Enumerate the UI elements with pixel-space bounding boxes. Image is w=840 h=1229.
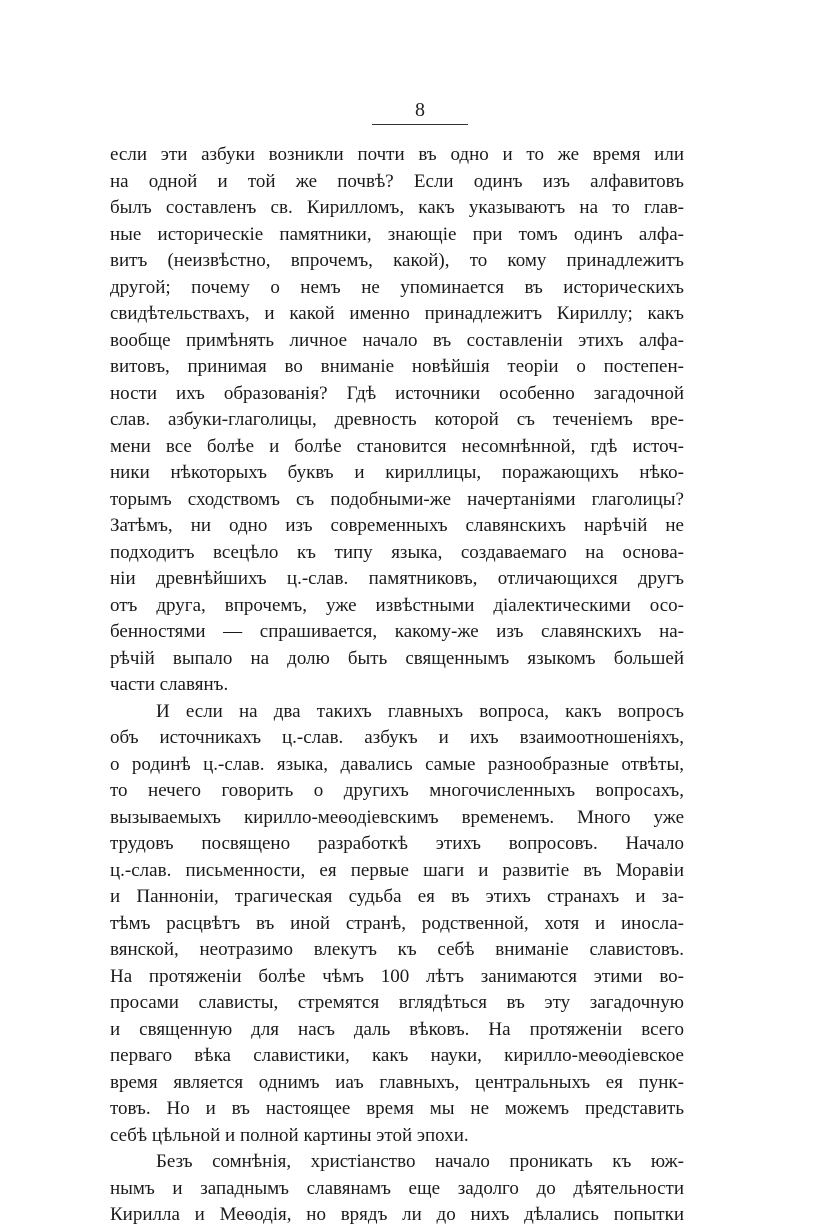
- paragraph-1: [110, 142, 684, 699]
- text-line: подходитъ всецѣло къ типу языка, создаваемаго на основа-: [110, 541, 684, 563]
- page-header: [0, 100, 840, 125]
- text-line: мени все болѣе и болѣе становится несомнѣнной, гдѣ источ-: [110, 435, 684, 457]
- text-line: слав. азбуки-глаголицы, древность которой съ теченіемъ вре-: [110, 409, 684, 430]
- text-line: перваго вѣка славистики, какъ науки, кирилло-меѳодіевское: [110, 1045, 684, 1066]
- text-line: отъ друга, впрочемъ, уже извѣстными діалектическими осо-: [110, 594, 684, 616]
- text-line: себѣ цѣльной и полной картины этой эпохи.: [110, 1124, 469, 1146]
- page-number: 8: [415, 99, 425, 121]
- text-line: свидѣтельствахъ, и какой именно принадлежитъ Кириллу; какъ: [110, 303, 684, 324]
- text-line: бенностями — спрашивается, какому-же изъ славянскихъ на-: [110, 621, 684, 642]
- text-line: ности ихъ образованія? Гдѣ источники особенно загадочной: [110, 382, 684, 404]
- text-line: товъ. Но и въ настоящее время мы не можемъ представить: [110, 1098, 684, 1119]
- text-line: былъ составленъ св. Кирилломъ, какъ указываютъ на то глав-: [110, 197, 684, 218]
- text-line: и Панноніи, трагическая судьба ея въ этихъ странахъ и за-: [110, 886, 684, 907]
- text-line: трудовъ посвящено разработкѣ этихъ вопросовъ. Начало: [110, 833, 684, 854]
- text-line: ніи древнѣйшихъ ц.-слав. памятниковъ, отличающихся другъ: [110, 568, 684, 589]
- text-line: рѣчій выпало на долю быть священнымъ языкомъ большей: [110, 647, 684, 669]
- header-rule: [372, 124, 468, 125]
- text-line: витъ (неизвѣстно, впрочемъ, какой), то кому принадлежитъ: [110, 250, 684, 271]
- text-line: вызываемыхъ кирилло-меѳодіевскимъ временемъ. Много уже: [110, 806, 684, 828]
- text-line: витовъ, принимая во вниманіе новѣйшія теоріи о постепен-: [110, 356, 684, 377]
- text-line: вянской, неотразимо влекутъ къ себѣ вниманіе славистовъ.: [110, 939, 684, 960]
- text-line: На протяженіи болѣе чѣмъ 100 лѣтъ занимаются этими во-: [110, 965, 684, 987]
- text-line: тѣмъ расцвѣтъ въ иной странѣ, родственной, хотя и иносла-: [110, 912, 684, 934]
- text-line: торымъ сходствомъ съ подобными-же начертаніями глаголицы?: [110, 488, 684, 510]
- text-line: нымъ и западнымъ славянамъ еще задолго до дѣятельности: [110, 1177, 684, 1199]
- text-line: части славянъ.: [110, 674, 229, 695]
- text-line: ные историческіе памятники, знающіе при томъ одинъ алфа-: [110, 223, 684, 245]
- paragraph-2: [110, 699, 684, 1150]
- text-line: время является однимъ иаъ главныхъ, центральныхъ ея пунк-: [110, 1071, 684, 1093]
- text-line: и священную для насъ даль вѣковъ. На протяженіи всего: [110, 1018, 684, 1040]
- text-line: о родинѣ ц.-слав. языка, давались самые разнообразные отвѣты,: [110, 753, 684, 775]
- text-line: просами слависты, стремятся вглядѣться въ эту загадочную: [110, 992, 684, 1013]
- text-line: если эти азбуки возникли почти въ одно и то же время или: [110, 144, 684, 165]
- text-line: ц.-слав. письменности, ея первые шаги и развитіе въ Моравіи: [110, 859, 684, 881]
- text-line: другой; почему о немъ не упоминается въ историческихъ: [110, 276, 684, 298]
- text-line: на одной и той же почвѣ? Если одинъ изъ алфавитовъ: [110, 170, 684, 192]
- text-line: Безъ сомнѣнія, христіанство начало проникать къ юж-: [156, 1151, 684, 1172]
- text-line: объ источникахъ ц.-слав. азбукъ и ихъ взаимоотношеніяхъ,: [110, 727, 684, 748]
- text-line: ники нѣкоторыхъ буквъ и кириллицы, поражающихъ нѣко-: [110, 462, 684, 483]
- text-line: Кирилла и Меѳодія, но врядъ ли до нихъ дѣлались попытки: [110, 1204, 684, 1225]
- paragraph-3: [110, 1149, 684, 1229]
- text-line: И если на два такихъ главныхъ вопроса, какъ вопросъ: [156, 700, 684, 722]
- text-line: то нечего говорить о другихъ многочисленныхъ вопросахъ,: [110, 780, 684, 801]
- text-line: вообще примѣнять личное начало въ составленіи этихъ алфа-: [110, 329, 684, 351]
- body-text: [110, 142, 684, 1229]
- text-line: Затѣмъ, ни одно изъ современныхъ славянскихъ нарѣчій не: [110, 515, 684, 536]
